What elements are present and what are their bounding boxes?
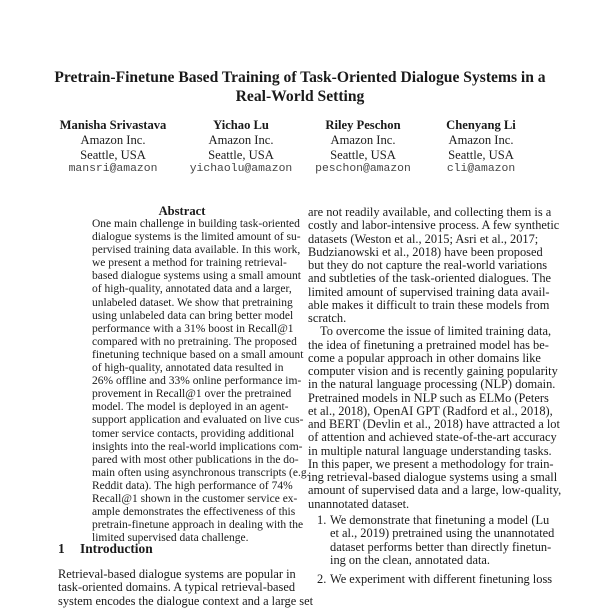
text-line: ing retrieval-based dialogue systems using a small: [308, 470, 558, 484]
author-name: Riley Peschon: [325, 118, 401, 132]
author-name: Manisha Srivastava: [59, 118, 167, 132]
text-line: dialogue systems is the limited amount of su-: [92, 231, 301, 244]
paper-title: [40, 68, 560, 106]
author: [411, 118, 551, 177]
text-line: of high-quality, annotated data resulted in: [92, 362, 284, 375]
text-line: limited amount of supervised training data avail-: [308, 284, 550, 299]
author-email: cli@amazon: [446, 163, 516, 176]
paragraph: [308, 205, 560, 325]
right-column-body: [308, 205, 562, 511]
title-line: Real-World Setting: [235, 88, 365, 105]
author: [171, 118, 311, 177]
author-email: peschon@amazon: [315, 163, 411, 176]
text-line: main often using asynchronous transcripts (e.g.: [92, 466, 310, 479]
text-line: and BERT (Devlin et al., 2018) have attracted a lot: [308, 417, 560, 431]
author: [43, 118, 183, 177]
list-number: 1.: [317, 513, 327, 527]
section-number: 1: [58, 541, 65, 556]
text-line: the idea of finetuning a pretrained model has be-: [308, 337, 549, 352]
text-line: of attention and achieved state-of-the-art accuracy: [308, 430, 557, 445]
list-item: [308, 513, 555, 567]
text-line: come a popular approach in other domains like: [308, 350, 541, 365]
text-line: scratch.: [308, 311, 347, 325]
text-line: 26% offline and 33% online performance im-: [92, 375, 302, 388]
text-line: unlabeled dataset. We show that pretraining: [92, 296, 293, 309]
text-line: We experiment with different finetuning loss: [330, 572, 553, 586]
text-line: performance with a 31% boost in Recall@1: [92, 322, 294, 335]
abstract-heading: Abstract: [158, 204, 206, 218]
text-line: ample demonstrates the effectiveness of this: [92, 506, 296, 519]
text-line: One main challenge in building task-oriented: [92, 218, 300, 230]
list-item-text: [330, 513, 555, 567]
text-line: Retrieval-based dialogue systems are popular in: [58, 567, 296, 581]
author-location: Seattle, USA: [208, 147, 274, 162]
text-line: and subtleties of the task-oriented dialogues. The: [308, 271, 552, 286]
text-line: pervised training data available. In this work,: [92, 244, 301, 257]
text-line: compared with no pretraining. The proposed: [92, 335, 297, 348]
text-line: computer vision and is recently gaining popularity: [308, 364, 558, 378]
author-name: Yichao Lu: [213, 118, 269, 132]
text-line: et al., 2018), OpenAI GPT (Radford et al., 2018),: [308, 403, 553, 418]
text-line: system encodes the dialogue context and a large set: [58, 593, 314, 608]
author-location: Seattle, USA: [80, 147, 146, 162]
text-line: pretrain-finetune approach in dealing with the: [92, 519, 304, 532]
author-affiliation: Amazon Inc.: [80, 132, 146, 147]
author-email: yichaolu@amazon: [189, 163, 293, 176]
text-line: amount of supervised data and a large, low-quality,: [308, 483, 562, 498]
list-item-text: [330, 572, 553, 586]
author-location: Seattle, USA: [448, 147, 514, 162]
text-line: ing on the clean, annotated data.: [330, 552, 490, 567]
text-line: but they do not capture the real-world variations: [308, 258, 548, 272]
text-line: tomer service contacts, providing additional: [92, 427, 295, 440]
author-location: Seattle, USA: [330, 147, 396, 162]
text-line: able makes it difficult to train these models from: [308, 297, 550, 312]
abstract-body: [92, 218, 310, 545]
text-line: using unlabeled data can bring better model: [92, 309, 294, 322]
text-line: dataset performs better than directly finetun-: [330, 539, 552, 554]
text-line: pared with most other publications in the do-: [92, 453, 299, 466]
paragraph: [308, 324, 562, 511]
text-line: finetuning technique based on a small amount: [92, 348, 304, 361]
text-line: support application and evaluated on live cus-: [92, 414, 304, 427]
list-number: 2.: [317, 572, 327, 586]
text-line: in multiple natural language understanding tasks.: [308, 443, 552, 458]
text-line: Pretrained models in NLP such as ELMo (Peters: [308, 390, 549, 405]
text-line: model. The model is deployed in an agent-: [92, 401, 289, 414]
text-line: of high-quality, annotated data and a larger,: [92, 283, 292, 296]
text-line: To overcome the issue of limited training data,: [320, 324, 552, 339]
text-line: We demonstrate that finetuning a model (Lu: [330, 513, 550, 527]
text-line: insights into the real-world implications com-: [92, 440, 303, 453]
list-item: [308, 572, 553, 586]
text-line: unannotated dataset.: [308, 496, 410, 511]
text-line: et al., 2019) pretrained using the unannotated: [330, 526, 555, 541]
text-line: based dialogue systems using a small amount: [92, 270, 301, 283]
author-affiliation: Amazon Inc.: [208, 132, 274, 147]
text-line: in the natural language processing (NLP) domain.: [308, 377, 556, 392]
author-affiliation: Amazon Inc.: [330, 132, 396, 147]
text-line: Reddit data). The high performance of 74%: [92, 479, 293, 492]
text-line: Recall@1 shown in the customer service ex-: [92, 492, 298, 505]
text-line: provement in Recall@1 over the pretrained: [92, 388, 292, 401]
title-line: Pretrain-Finetune Based Training of Task-Oriented Dialogue Systems in a: [54, 69, 546, 86]
author-email: mansri@amazon: [68, 163, 158, 176]
text-line: we present a method for training retrieval-: [92, 257, 287, 270]
author-affiliation: Amazon Inc.: [448, 132, 514, 147]
section-heading-introduction: [58, 541, 153, 557]
text-line: Budzianowski et al., 2018) have been proposed: [308, 244, 543, 259]
section-title: Introduction: [80, 541, 153, 556]
text-line: costly and labor-intensive process. A few synthetic: [308, 218, 560, 233]
author-name: Chenyang Li: [446, 118, 516, 132]
introduction-body: [58, 567, 314, 608]
text-line: are not readily available, and collecting them is a: [308, 205, 552, 219]
text-line: limited supervised data challenge.: [92, 532, 249, 545]
text-line: datasets (Weston et al., 2015; Asri et al., 2017;: [308, 231, 539, 246]
text-line: In this paper, we present a methodology for train-: [308, 456, 554, 471]
text-line: task-oriented domains. A typical retrieval-based: [58, 580, 296, 595]
